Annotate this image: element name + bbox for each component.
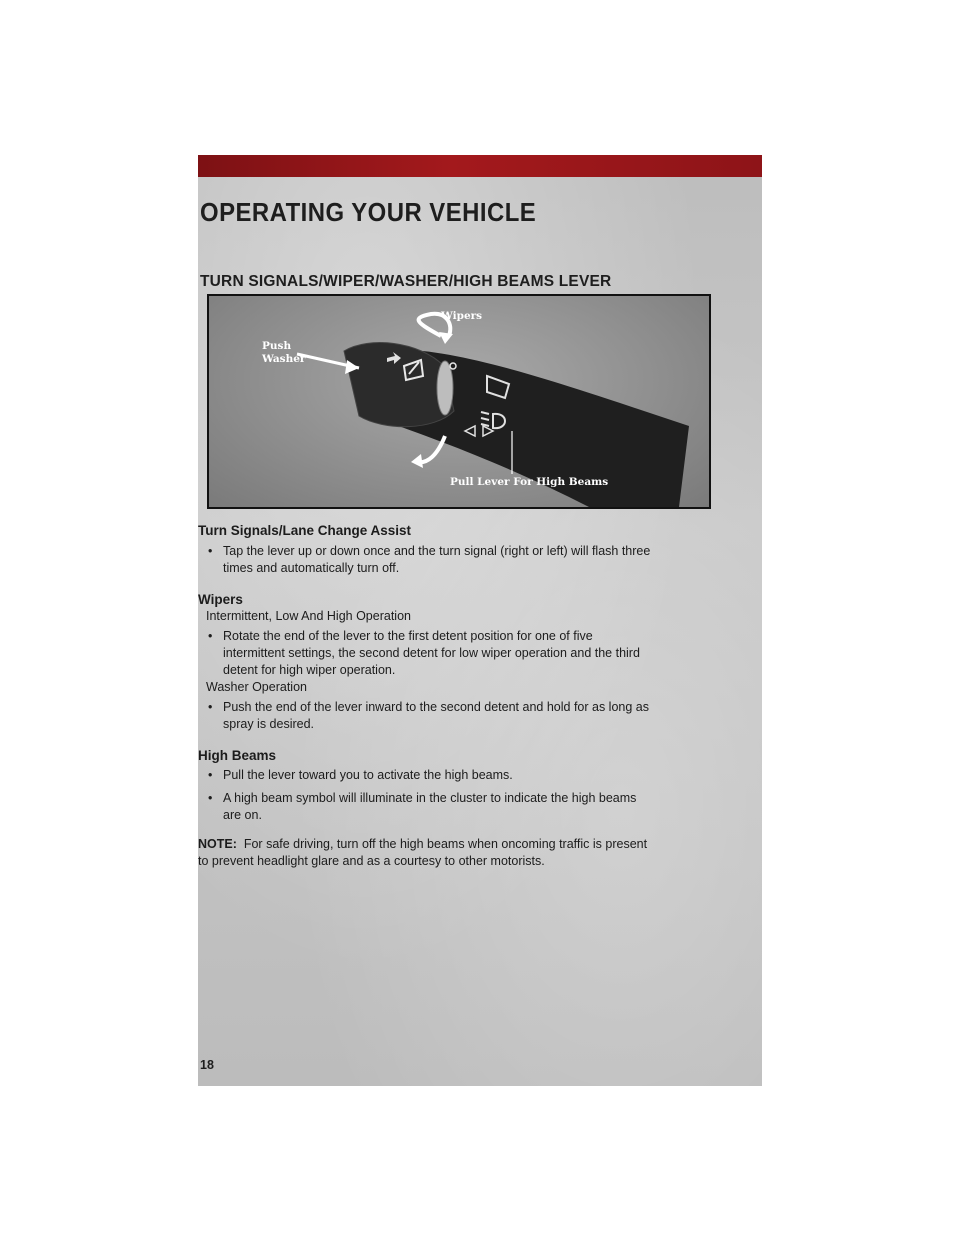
high-beams-bullet-1 bbox=[198, 767, 718, 784]
note-line1: For safe driving, turn off the high beams when oncoming traffic is present bbox=[243, 837, 648, 851]
page-title: TURN SIGNALS/WIPER/WASHER/HIGH BEAMS LEVER bbox=[200, 273, 612, 290]
chrome-ring bbox=[437, 361, 453, 415]
high-beams-bullet-2 bbox=[198, 790, 718, 824]
push-washer-callout-line2: Washer bbox=[262, 353, 306, 365]
wipers-bullet-2-line2: spray is desired. bbox=[223, 717, 315, 731]
turn-signals-bullet-1 bbox=[198, 543, 718, 577]
safety-note bbox=[198, 836, 718, 870]
high-beams-bullet-2-line1: A high beam symbol will illuminate in the cluster to indicate the high beams bbox=[223, 791, 637, 805]
lever-figure bbox=[207, 294, 711, 509]
wipers-bullet-1-line3: detent for high wiper operation. bbox=[223, 663, 396, 677]
page-number: 18 bbox=[200, 1058, 214, 1072]
wipers-heading: Wipers bbox=[198, 592, 243, 607]
page-content bbox=[198, 522, 718, 870]
wipers-sub-intermittent: Intermittent, Low And High Operation bbox=[206, 609, 411, 623]
turn-signals-heading: Turn Signals/Lane Change Assist bbox=[198, 523, 412, 538]
high-beams-callout: Pull Lever For High Beams bbox=[450, 476, 609, 488]
note-label: NOTE: bbox=[198, 837, 237, 851]
turn-signals-bullet-1-line1: Tap the lever up or down once and the turn signal (right or left) will flash three bbox=[223, 544, 651, 558]
wipers-bullet-1 bbox=[198, 628, 718, 679]
turn-signals-bullet-1-line2: times and automatically turn off. bbox=[223, 561, 400, 575]
high-beams-heading: High Beams bbox=[198, 748, 277, 763]
high-beams-bullet-2-line2: are on. bbox=[223, 808, 262, 822]
wipers-bullet-1-line2: intermittent settings, the second detent for low wiper operation and the third bbox=[223, 646, 640, 660]
push-washer-callout bbox=[262, 340, 305, 366]
high-beams-bullet-1-text: Pull the lever toward you to activate the high beams. bbox=[223, 768, 513, 782]
section-header: OPERATING YOUR VEHICLE bbox=[200, 197, 537, 227]
manual-page bbox=[198, 155, 762, 1086]
note-line2: to prevent headlight glare and as a courtesy to other motorists. bbox=[198, 854, 545, 868]
wipers-bullet-2 bbox=[198, 699, 718, 733]
push-washer-callout-line1: Push bbox=[262, 340, 292, 352]
wipers-bullet-1-line1: Rotate the end of the lever to the first detent position for one of five bbox=[223, 629, 593, 643]
wipers-sub-washer: Washer Operation bbox=[206, 680, 307, 694]
header-red-bar bbox=[198, 155, 762, 177]
wipers-callout: Wipers bbox=[441, 310, 483, 322]
wipers-bullet-2-line1: Push the end of the lever inward to the second detent and hold for as long as bbox=[223, 700, 649, 714]
